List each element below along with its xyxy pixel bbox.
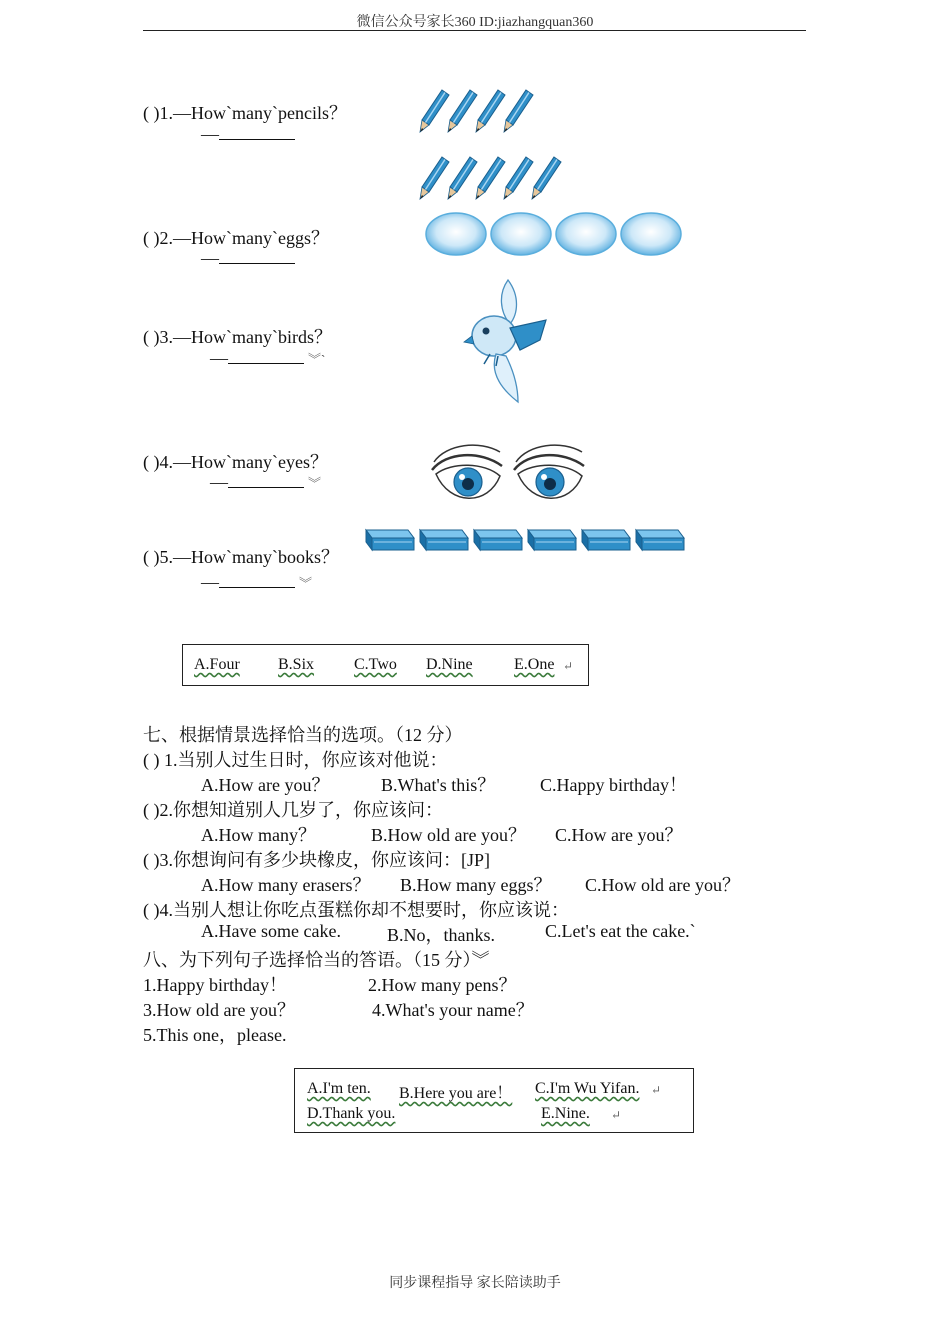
option-b: B.Six — [278, 656, 315, 673]
edit-mark: ︾ — [308, 476, 322, 491]
part8-sentence-3: 3.How old are you？ — [143, 1000, 295, 1020]
eggs-picture — [424, 208, 688, 260]
return-mark-icon: ↵ — [651, 1083, 662, 1097]
eye-icon — [514, 445, 584, 498]
part7-q4-option-b[interactable]: B.No，thanks. — [387, 925, 495, 945]
answer-line-1[interactable] — [201, 124, 295, 145]
answer-dash: — — [201, 572, 219, 592]
pencil-icon — [420, 90, 449, 132]
part7-q2-option-b[interactable]: B.How old are you？ — [371, 825, 526, 845]
option-d: D.Thank you. — [307, 1105, 396, 1122]
answer-blank[interactable] — [219, 573, 295, 588]
option-c: C.I'm Wu Yifan. — [535, 1080, 640, 1097]
question-4 — [143, 448, 328, 474]
pencil-icon — [476, 157, 505, 199]
egg-icon — [491, 213, 551, 255]
part7-q2-option-c[interactable]: C.How are you？ — [555, 825, 683, 845]
option-e: E.One — [514, 656, 555, 673]
option-a: A.I'm ten. — [307, 1080, 371, 1097]
question-3-text: ( )3.—How`many`birds？ — [143, 327, 332, 347]
book-icon — [582, 530, 630, 550]
question-2-text: ( )2.—How`many`eggs？ — [143, 228, 329, 248]
answer-dash: — — [210, 472, 228, 492]
pencils-row-2 — [416, 152, 566, 200]
part6-options-box — [182, 644, 589, 686]
egg-icon — [621, 213, 681, 255]
answer-blank[interactable] — [228, 473, 304, 488]
pencil-icon — [448, 90, 477, 132]
question-3 — [143, 323, 332, 349]
part7-q1: ( ) 1.当别人过生日时，你应该对他说： — [143, 750, 448, 770]
edit-mark: ︾ — [299, 576, 313, 591]
part8-sentence-2: 2.How many pens？ — [368, 975, 517, 995]
bird-icon — [464, 280, 546, 402]
section-7-title: 七、根据情景选择恰当的选项。（12 分） — [143, 725, 463, 745]
part7-q4: ( )4.当别人想让你吃点蛋糕你却不想要时，你应该说： — [143, 900, 569, 920]
book-icon — [366, 530, 414, 550]
part7-q1-option-c[interactable]: C.Happy birthday！ — [540, 775, 687, 795]
part7-q2: ( )2.你想知道别人几岁了，你应该问： — [143, 800, 443, 820]
section-8-title: 八、为下列句子选择恰当的答语。（15 分）︾ — [143, 950, 490, 970]
answer-line-4[interactable] — [210, 472, 321, 493]
part7-q1-option-b[interactable]: B.What's this？ — [381, 775, 496, 795]
pencil-icon — [504, 90, 533, 132]
pencil-icon — [420, 157, 449, 199]
answer-line-5[interactable] — [201, 572, 312, 593]
answer-blank[interactable] — [219, 125, 295, 140]
option-d: D.Nine — [426, 656, 473, 673]
option-c: C.Two — [354, 656, 397, 673]
book-icon — [528, 530, 576, 550]
answer-blank[interactable] — [228, 349, 304, 364]
pencil-icon — [476, 90, 505, 132]
answer-dash: — — [201, 248, 219, 268]
egg-icon — [556, 213, 616, 255]
option-e: E.Nine. — [541, 1105, 590, 1122]
question-1 — [143, 99, 347, 125]
part7-q1-option-a[interactable]: A.How are you？ — [201, 775, 330, 795]
pencil-icon — [504, 157, 533, 199]
part8-options-box — [294, 1068, 694, 1133]
answer-dash: — — [210, 348, 228, 368]
header-rule — [143, 30, 806, 31]
return-mark-icon: ↵ — [611, 1108, 622, 1122]
book-icon — [474, 530, 522, 550]
question-1-text: ( )1.—How`many`pencils？ — [143, 103, 347, 123]
part7-q2-option-a[interactable]: A.How many？ — [201, 825, 316, 845]
answer-blank[interactable] — [219, 249, 295, 264]
answer-line-2[interactable] — [201, 248, 295, 269]
option-b: B.Here you are！ — [399, 1085, 513, 1102]
question-5 — [143, 543, 339, 569]
part7-q3: ( )3.你想询问有多少块橡皮，你应该问：[JP] — [143, 850, 490, 870]
part8-sentence-4: 4.What's your name？ — [372, 1000, 534, 1020]
eye-icon — [432, 445, 502, 498]
part8-sentence-5: 5.This one，please. — [143, 1025, 287, 1045]
part7-q4-option-a[interactable]: A.Have some cake. — [201, 921, 341, 941]
page-header: 微信公众号家长360 ID:jiazhangquan360 — [356, 15, 594, 30]
pencils-row-1 — [416, 85, 566, 135]
part8-sentence-1: 1.Happy birthday！ — [143, 975, 287, 995]
edit-mark: ︾` — [308, 352, 326, 367]
bird-picture — [460, 276, 552, 408]
page-footer: 同步课程指导 家长陪读助手 — [389, 1276, 561, 1291]
pencil-icon — [448, 157, 477, 199]
question-4-text: ( )4.—How`many`eyes？ — [143, 452, 328, 472]
book-icon — [636, 530, 684, 550]
part7-q3-option-c[interactable]: C.How old are you？ — [585, 875, 740, 895]
answer-line-3[interactable] — [210, 348, 325, 369]
part7-q4-option-c[interactable]: C.Let's eat the cake.` — [545, 921, 696, 941]
book-icon — [420, 530, 468, 550]
return-mark-icon: ↵ — [563, 659, 574, 673]
option-a: A.Four — [194, 656, 240, 673]
books-picture — [360, 520, 688, 558]
question-2 — [143, 224, 329, 250]
answer-dash: — — [201, 124, 219, 144]
part7-q3-option-b[interactable]: B.How many eggs？ — [400, 875, 552, 895]
pencil-icon — [532, 157, 561, 199]
egg-icon — [426, 213, 486, 255]
eyes-picture — [426, 436, 592, 512]
part7-q3-option-a[interactable]: A.How many erasers？ — [201, 875, 371, 895]
question-5-text: ( )5.—How`many`books？ — [143, 547, 339, 567]
